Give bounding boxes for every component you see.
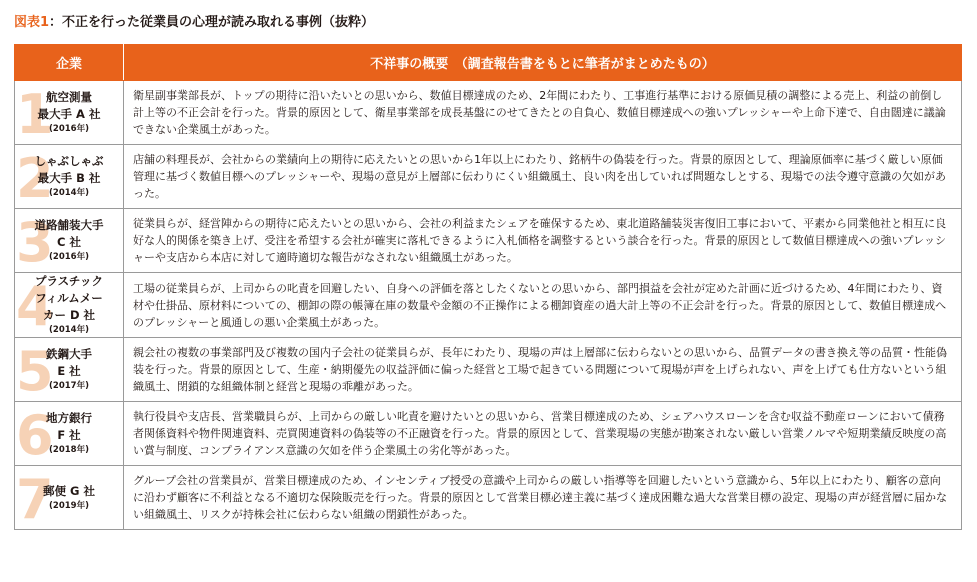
summary-cell: 執行役員や支店長、営業職員らが、上司からの厳しい叱責を避けたいとの思いから、営業目標達成のため、シェアハウスローンを含む収益不動産ローンにおいて債務者関係資料や物件関連資料、売買関連資料の偽装等の不正融資を行った。背景的原因として、営業現場の実態が勘案されない厳しい営業ノルマや短期業績反映度の高い賞与制度、コンプライアンス意識の欠如を伴う企業風土の劣化等があった。 [124, 402, 962, 466]
company-name: 地方銀行 [46, 411, 92, 425]
company-name: 郵便 G 社 [43, 483, 95, 498]
company-cell [15, 466, 124, 530]
company-cell [15, 273, 124, 338]
company-year: (2018年) [49, 445, 89, 455]
company-name: C 社 [57, 235, 81, 249]
table-row [15, 209, 962, 273]
company-year: (2019年) [49, 500, 89, 511]
company-name: しゃぶしゃぶ [34, 154, 104, 168]
company-cell [15, 81, 124, 145]
table-row [15, 273, 962, 338]
company-name: 鉄鋼大手 [46, 347, 92, 361]
company-name: フィルムメー [35, 291, 103, 305]
company-name: プラスチック [34, 274, 104, 288]
summary-cell: 従業員らが、経営陣からの期待に応えたいとの思いから、会社の利益またシェアを確保するため、東北道路舗装災害復旧工事において、平素から同業他社と相互に良好な人的関係を築き上げ、受注を希望する会社が確実に落札できるように入札価格を調整するという談合を行った。背景的原因として数値目標達成への強いプレッシャーや支店から本店に対して適時適切な報告がなされない組織風土があった。 [124, 209, 962, 273]
row-number: 4 [16, 275, 54, 338]
company-name: F 社 [57, 428, 81, 442]
company-name: 最大手 A 社 [37, 107, 101, 121]
company-year: (2014年) [49, 188, 89, 198]
company-cell [15, 338, 124, 402]
company-name: E 社 [57, 364, 81, 378]
summary-cell: 工場の従業員らが、上司からの叱責を回避したい、自身への評価を落としたくないとの思いから、部門損益を会社が定めた計画に近づけるため、4年間にわたり、資材や仕掛品、原材料についての、棚卸の際の帳簿在庫の数量や金額の不正操作による棚卸資産の過大計上等の不正会計を行った。背景的原因として、数値目標達成へのプレッシャーと風通しの悪い企業風土があった。 [124, 273, 962, 338]
row-number: 3 [16, 210, 54, 273]
company-year: (2016年) [49, 252, 89, 262]
row-number: 5 [16, 339, 54, 402]
table-row [15, 81, 962, 145]
company-name: 最大手 B 社 [37, 171, 101, 185]
company-name: 航空測量 [46, 90, 92, 104]
company-year: (2014年) [49, 325, 89, 335]
company-name: カー D 社 [42, 308, 96, 322]
figure-title [14, 11, 374, 30]
row-number: 2 [16, 146, 54, 209]
summary-cell: 衛星副事業部長が、トップの期待に沿いたいとの思いから、数値目標達成のため、2年間にわたり、工事進行基準における原価見積の調整による売上、利益の前倒し計上等の不正会計を行った。背景的原因として、衛星事業部を成長基盤にのせてきたとの自負心、数値目標達成への強いプレッシャーや上命下達で、自由闊達に議論できない企業風土があった。 [124, 81, 962, 145]
header-row [15, 45, 962, 81]
summary-cell: グループ会社の営業員が、営業目標達成のため、インセンティブ授受の意識や上司からの厳しい指導等を回避したいという意識から、5年以上にわたり、顧客の意向に沿わず顧客に不利益となる不適切な保険販売を行った。背景的原因として営業目標必達主義に基づく達成困難な過大な営業目標の設定、現場の声が経営層に届かない組織風土、リスクが持株会社に伝わらない組織の閉鎖性があった。 [124, 466, 962, 530]
cases-table [14, 44, 962, 530]
row-number: 1 [16, 82, 54, 145]
company-year: (2017年) [49, 381, 89, 391]
company-cell [15, 145, 124, 209]
row-number: 7 [16, 467, 54, 530]
row-number: 6 [16, 403, 54, 466]
table-row [15, 466, 962, 530]
company-name: 道路舗装大手 [34, 218, 104, 232]
table-row [15, 145, 962, 209]
summary-cell: 親会社の複数の事業部門及び複数の国内子会社の従業員らが、長年にわたり、現場の声は上層部に伝わらないとの思いから、品質データの書き換え等の品質・性能偽装を行った。背景的原因として、生産・納期優先の収益評価に偏った経営と工場で起きている問題について現場が声を上げられない、声を上げても仕方ないという組織風土、閉鎖的な組織体制と経営と現場の乖離があった。 [124, 338, 962, 402]
header-company: 企業 [15, 45, 124, 81]
figure-caption: ：不正を行った従業員の心理が読み取れる事例（抜粋） [49, 15, 375, 30]
company-year: (2016年) [49, 124, 89, 134]
figure-label: 図表1 [14, 15, 50, 30]
company-cell [15, 402, 124, 466]
table-row [15, 402, 962, 466]
summary-cell: 店舗の料理長が、会社からの業績向上の期待に応えたいとの思いから1年以上にわたり、銘柄牛の偽装を行った。背景的原因として、理論原価率に基づく厳しい原価管理に基づく数値目標へのプレッシャーや、現場の意見が上層部に伝わりにくい組織風土、良い肉を出していれば問題なしとする、現場での法令遵守意識の欠如があった。 [124, 145, 962, 209]
header-summary: 不祥事の概要 （調査報告書をもとに筆者がまとめたもの） [124, 45, 962, 81]
company-cell [15, 209, 124, 273]
table-row [15, 338, 962, 402]
